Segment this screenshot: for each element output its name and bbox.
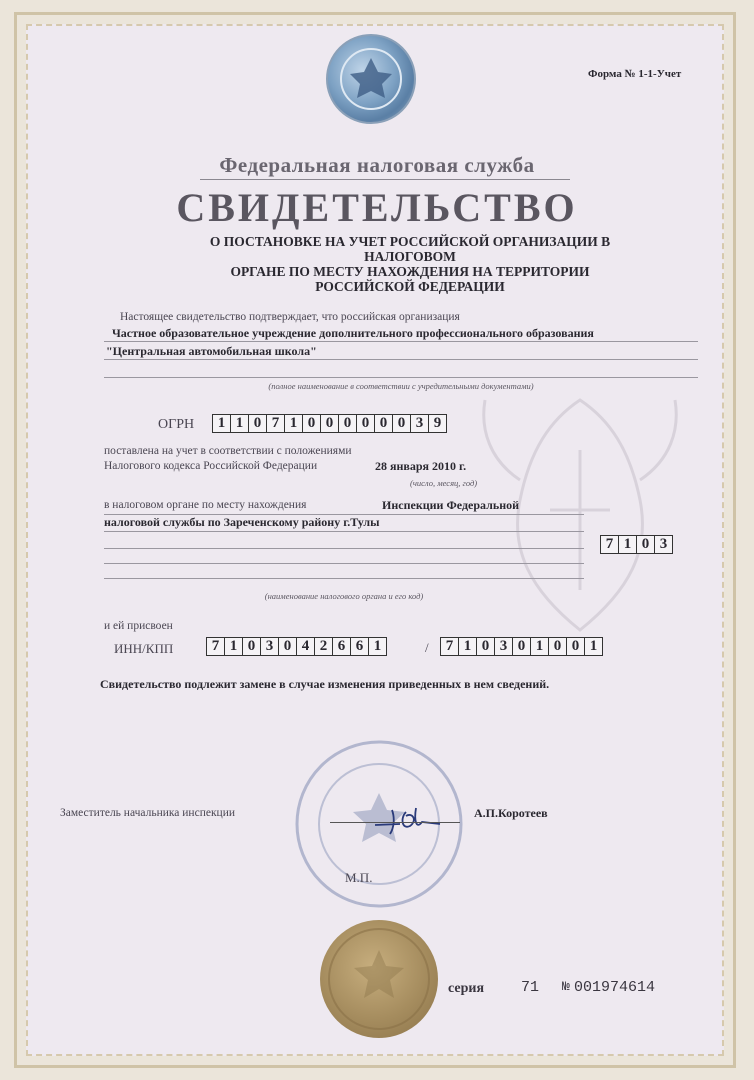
digit-box: 1	[231, 415, 249, 432]
digit-box: 0	[321, 415, 339, 432]
divider	[104, 548, 584, 549]
form-number: Форма № 1-1-Учет	[588, 68, 682, 80]
registration-date: 28 января 2010 г.	[375, 459, 467, 473]
signer-name: А.П.Коротеев	[474, 806, 548, 820]
ogrn-label: ОГРН	[158, 417, 195, 432]
inn-value	[206, 637, 387, 656]
slash: /	[425, 640, 429, 655]
digit-box: 0	[375, 415, 393, 432]
digit-box: 1	[213, 415, 231, 432]
gold-seal-icon	[320, 920, 438, 1038]
tax-authority-intro: в налоговом органе по месту нахождения	[104, 499, 307, 511]
digit-box: 6	[351, 638, 369, 655]
digit-box: 7	[207, 638, 225, 655]
inn-kpp-label: ИНН/КПП	[114, 641, 174, 656]
tax-authority-line1: Инспекции Федеральной	[382, 498, 520, 512]
number-sign: №	[562, 979, 570, 994]
assigned-text: и ей присвоен	[104, 620, 173, 632]
intro-text: Настоящее свидетельство подтверждает, что российская организация	[120, 311, 460, 323]
digit-box: 7	[267, 415, 285, 432]
digit-box: 0	[357, 415, 375, 432]
series-value: 71	[521, 979, 540, 996]
digit-box: 0	[477, 638, 495, 655]
digit-box: 6	[333, 638, 351, 655]
divider	[104, 341, 698, 342]
serial-number: 001974614	[574, 979, 656, 996]
org-name-line1: Частное образовательное учреждение дополнительного профессионального образования	[112, 326, 594, 340]
divider	[200, 179, 570, 180]
digit-box: 0	[303, 415, 321, 432]
authority-code	[600, 535, 673, 554]
divider	[104, 578, 584, 579]
divider	[104, 377, 698, 378]
digit-box: 0	[393, 415, 411, 432]
digit-box: 0	[637, 536, 655, 553]
digit-box: 1	[285, 415, 303, 432]
signature-line	[330, 822, 460, 823]
tax-authority-line2: налоговой службы по Зареченскому району г.Тулы	[104, 515, 380, 529]
digit-box: 1	[619, 536, 637, 553]
kpp-value	[440, 637, 603, 656]
registered-text: поставлена на учет в соответствии с положениями	[104, 445, 352, 457]
service-name: Федеральная налоговая служба	[219, 153, 535, 177]
divider	[104, 359, 698, 360]
date-hint: (число, месяц, год)	[410, 478, 478, 488]
ogrn-value	[212, 414, 447, 433]
digit-box: 7	[441, 638, 459, 655]
signature-icon	[370, 800, 450, 840]
digit-box: 9	[433, 415, 442, 431]
subtitle-line: О ПОСТАНОВКЕ НА УЧЕТ РОССИЙСКОЙ ОРГАНИЗАЦИИ В НАЛОГОВОМ	[209, 234, 611, 264]
org-name-line2: "Центральная автомобильная школа"	[106, 344, 317, 358]
digit-box: 0	[513, 638, 531, 655]
digit-box: 0	[549, 638, 567, 655]
subtitle-line: РОССИЙСКОЙ ФЕДЕРАЦИИ	[315, 279, 505, 294]
tax-code-text: Налогового кодекса Российской Федерации	[104, 460, 318, 472]
digit-box: 0	[567, 638, 585, 655]
digit-box: 2	[315, 638, 333, 655]
divider	[104, 531, 584, 532]
digit-box: 1	[225, 638, 243, 655]
digit-box: 0	[249, 415, 267, 432]
seal-mark: М.П.	[345, 870, 373, 885]
hologram-emblem-icon	[326, 34, 416, 124]
digit-box: 3	[261, 638, 279, 655]
authority-hint: (наименование налогового органа и его код)	[264, 591, 424, 601]
subtitle-line: ОРГАНЕ ПО МЕСТУ НАХОЖДЕНИЯ НА ТЕРРИТОРИИ	[230, 264, 590, 279]
digit-box: 1	[589, 638, 598, 654]
digit-box: 0	[243, 638, 261, 655]
org-name-hint: (полное наименование в соответствии с учредительными документами)	[268, 381, 534, 391]
page-title: СВИДЕТЕЛЬСТВО	[176, 185, 578, 230]
replacement-notice: Свидетельство подлежит замене в случае изменения приведенных в нем сведений.	[100, 677, 550, 691]
digit-box: 3	[495, 638, 513, 655]
digit-box: 4	[297, 638, 315, 655]
certificate-subtitle	[190, 234, 630, 294]
digit-box: 1	[373, 638, 382, 654]
digit-box: 1	[531, 638, 549, 655]
signer-position: Заместитель начальника инспекции	[60, 807, 235, 819]
divider	[104, 563, 584, 564]
digit-box: 1	[459, 638, 477, 655]
digit-box: 0	[339, 415, 357, 432]
digit-box: 3	[411, 415, 429, 432]
digit-box: 3	[659, 536, 668, 552]
digit-box: 0	[279, 638, 297, 655]
series-label: серия	[448, 981, 485, 996]
digit-box: 7	[601, 536, 619, 553]
